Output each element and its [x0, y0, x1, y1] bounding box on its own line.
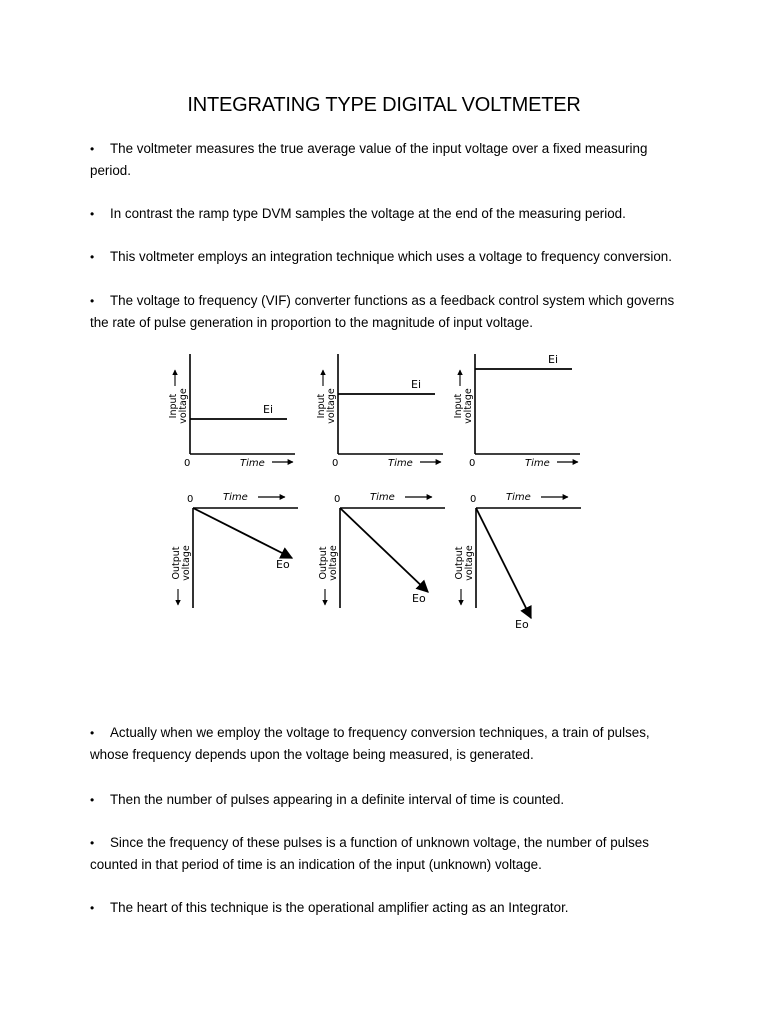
output-graph-3 — [454, 492, 581, 631]
paragraph-1 — [90, 138, 690, 182]
output-axis-label-line2: voltage — [181, 545, 192, 581]
input-axis-label — [316, 388, 337, 424]
output-axis-label — [318, 545, 339, 581]
bullet: • — [90, 726, 95, 740]
origin-label: 0 — [334, 494, 341, 505]
paragraph-text: The voltmeter measures the true average value of the input voltage over a fixed measuring period. — [90, 141, 648, 178]
time-axis-label: Time — [223, 492, 248, 503]
output-axis-label-line1: Output — [171, 546, 182, 580]
input-graph-2 — [316, 354, 443, 469]
output-ramp-line — [340, 508, 428, 592]
paragraph-text: The heart of this technique is the operational amplifier acting as an Integrator. — [110, 900, 569, 915]
paragraph-3 — [90, 246, 690, 268]
input-curve-label: Ei — [411, 378, 422, 391]
bullet: • — [90, 836, 95, 850]
bullet: • — [90, 901, 95, 915]
origin-label: 0 — [184, 458, 191, 469]
paragraph-text: In contrast the ramp type DVM samples the voltage at the end of the measuring period. — [110, 206, 626, 221]
paragraph-text: Actually when we employ the voltage to frequency conversion techniques, a train of pulses, whose frequency depends upon the voltage being measured, is generated. — [90, 725, 650, 762]
paragraph-8 — [90, 897, 690, 919]
integrator-waveform-figure — [0, 340, 768, 640]
input-graph-3 — [453, 353, 580, 469]
input-voltage-graphs — [168, 353, 580, 469]
input-axis-label-line2: voltage — [463, 388, 474, 424]
input-curve-label: Ei — [548, 353, 559, 366]
time-axis-label: Time — [240, 458, 265, 469]
input-axis-label-line1: Input — [316, 393, 327, 419]
input-axis-label-line1: Input — [453, 393, 464, 419]
output-ramp-line — [476, 508, 531, 618]
input-axis-label — [453, 388, 474, 424]
output-voltage-graphs — [171, 492, 581, 631]
output-graph-1 — [171, 492, 298, 608]
output-axis-label-line2: voltage — [328, 545, 339, 581]
bullet: • — [90, 294, 95, 308]
page-title: INTEGRATING TYPE DIGITAL VOLTMETER — [187, 94, 581, 116]
time-axis-label: Time — [506, 492, 531, 503]
input-axis-label-line2: voltage — [178, 388, 189, 424]
paragraph-text: This voltmeter employs an integration technique which uses a voltage to frequency conversion. — [110, 249, 672, 264]
origin-label: 0 — [469, 458, 476, 469]
time-axis-label: Time — [525, 458, 550, 469]
bullet: • — [90, 793, 95, 807]
origin-label: 0 — [332, 458, 339, 469]
time-axis-label: Time — [370, 492, 395, 503]
input-axis-label-line1: Input — [168, 393, 179, 419]
bullet: • — [90, 250, 95, 264]
output-axis-label-line1: Output — [454, 546, 465, 580]
output-axis-label — [454, 545, 475, 581]
output-curve-label: Eo — [412, 592, 426, 605]
output-axis-label-line1: Output — [318, 546, 329, 580]
paragraph-text: Then the number of pulses appearing in a definite interval of time is counted. — [110, 792, 565, 807]
input-axis-label-line2: voltage — [326, 388, 337, 424]
output-axis-label — [171, 545, 192, 581]
paragraph-6 — [90, 789, 690, 811]
paragraph-7 — [90, 832, 690, 876]
paragraph-text: Since the frequency of these pulses is a function of unknown voltage, the number of pulses counted in that period of time is an indication of the input (unknown) voltage. — [90, 835, 649, 872]
paragraph-2 — [90, 203, 690, 225]
bullet: • — [90, 142, 95, 156]
bullet: • — [90, 207, 95, 221]
paragraph-text: The voltage to frequency (VIF) converter functions as a feedback control system which governs the rate of pulse generation in proportion to the magnitude of input voltage. — [90, 293, 675, 330]
output-curve-label: Eo — [276, 558, 290, 571]
origin-label: 0 — [470, 494, 477, 505]
output-graph-2 — [318, 492, 445, 608]
output-ramp-line — [193, 508, 292, 558]
input-axis-label — [168, 388, 189, 424]
paragraph-5 — [90, 722, 690, 766]
output-axis-label-line2: voltage — [464, 545, 475, 581]
input-curve-label: Ei — [263, 403, 274, 416]
paragraph-4 — [90, 290, 690, 334]
origin-label: 0 — [187, 494, 194, 505]
output-curve-label: Eo — [515, 618, 529, 631]
time-axis-label: Time — [388, 458, 413, 469]
input-graph-1 — [168, 354, 295, 469]
